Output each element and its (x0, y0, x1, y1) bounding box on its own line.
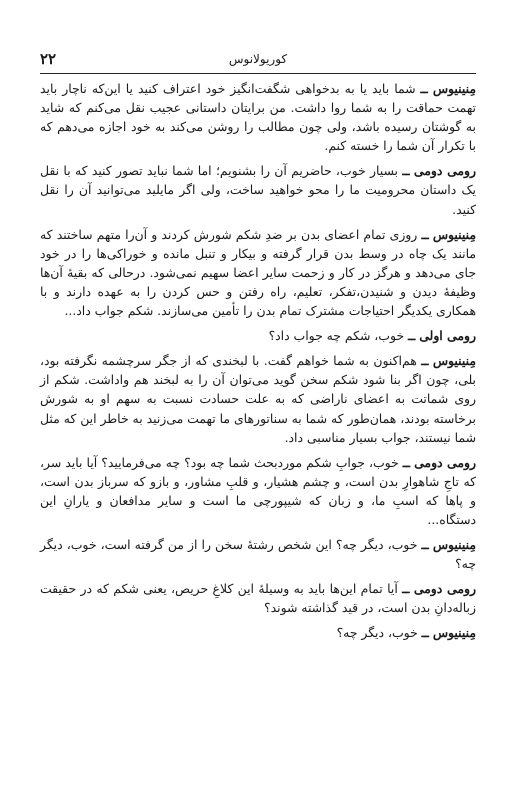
speaker-dash: ــ (402, 581, 410, 597)
speech-text: خوب، دیگر چه؟ این شخص رشتهٔ سخن را از من گرفته است، خوب، دیگر چه؟ (40, 537, 476, 572)
dialogue-paragraph (40, 326, 476, 345)
page-header (40, 50, 476, 74)
speaker-dash: ــ (421, 353, 429, 369)
speaker-dash: ــ (402, 163, 410, 179)
page-body (40, 79, 476, 643)
speaker-name: مِنینیوس (432, 226, 476, 242)
running-title: کوریولانوس (228, 52, 288, 66)
speech-text: خوب، جوابِ شکم موردبحث شما چه بود؟ چه می‌فرمایید؟ آیا باید سر، که تاجِ شاهوارِ بدن است، و چشم هشیار، و قلبِ مشاور، و بازو که سرباز بدن است، و پاها که اسبِ ما، و زبان که شیپورچی ما است و سایر مدافعان و یارانِ این دستگاه... (40, 454, 476, 527)
page-number: ۲۲ (40, 50, 57, 68)
dialogue-paragraph (40, 579, 476, 617)
speech-text: هم‌اکنون به شما خواهم گفت. با لبخندی که از جگر سرچشمه نگرفته بود، بلی، چون اگر بنا شود شکم سخن گوید می‌توان آن را به لبخند هم واداشت. شکم از روی شماتت به اعضای ناراضی که به علت حسادت نسبت به سهم او به شورش برخاسته بودند، همان‌طور که شما به سناتورهای ما تهمت می‌زنید به خاطر این که مثل شما نیستند، جواب بسیار مناسبی داد. (40, 353, 476, 445)
dialogue-paragraph (40, 79, 476, 155)
speaker-dash: ــ (420, 81, 428, 96)
dialogue-paragraph (40, 351, 476, 446)
speaker-name: رومی اولی (419, 328, 476, 344)
header-rule (40, 73, 476, 74)
dialogue-paragraph (40, 161, 476, 218)
speech-text: شما باید یا به بدخواهی شگفت‌انگیز خود اعتراف کنید یا این‌که ناچار باید تهمت حماقت را به شما روا داشت. من برایتان داستانی عجیب نقل می‌کنم که شاید به گوشتان رسیده باشد، ولی چون مطالب را روشن می‌کند به خود اجازه می‌دهم که با تکرار آن شما را خسته کنم. (40, 81, 476, 154)
speaker-dash: ــ (421, 537, 429, 553)
dialogue-paragraph (40, 535, 476, 573)
speaker-dash: ــ (402, 454, 411, 470)
dialogue-paragraph (40, 623, 476, 642)
speaker-dash: ــ (408, 328, 416, 344)
speaker-name: مِنینیوس (432, 537, 476, 553)
speech-text: خوب، دیگر چه؟ (336, 625, 418, 641)
speech-text: روزی تمام اعضای بدن بر ضدِ شکم شورش کردند و آن‌را متهم ساختند که مانند یک چاه در وسط بدن قرار گرفته و بیکار و تنبل مانده و خوراکی‌ها را در خود جای می‌دهد و هرگز در کار و زحمت سایر اعضا سهیم نمی‌شود. درحالی که بقیهٔ آن‌ها وظیفهٔ دیدن و شنیدن،تفکر، تعلیم، راه رفتن و حس کردن را به عهده دارند و با همکاری یکدیگر احتیاجات مشترک تمام بدن را تأمین می‌سازند. شکم جواب داد... (40, 226, 476, 319)
speaker-dash: ــ (421, 625, 429, 641)
speaker-dash: ــ (421, 226, 429, 242)
speech-text: آیا تمام این‌ها باید به وسیلهٔ این کلاغِ حریص، یعنی شکم که در حقیقت زباله‌دانِ بدن است، در قید گذاشته شوند؟ (40, 581, 476, 616)
speaker-name: مِنینیوس (432, 625, 476, 641)
speaker-name: رومی دومی (413, 163, 476, 179)
speaker-name: مِنینیوس (432, 353, 476, 369)
speech-text: بسیار خوب، حاضریم آن را بشنویم؛ اما شما نباید تصور کنید که با نقل یک داستان محرومیت ما را محو خواهید ساخت، ولی اگر مایلید می‌توانید آن را نقل کنید. (40, 163, 476, 217)
speaker-name: رومی دومی (413, 581, 476, 597)
speech-text: خوب، شکم چه جواب داد؟ (268, 328, 405, 344)
speaker-name: رومی دومی (414, 454, 476, 470)
dialogue-paragraph (40, 225, 476, 320)
speaker-name: مِنینیوس (432, 81, 476, 96)
dialogue-paragraph (40, 453, 476, 529)
